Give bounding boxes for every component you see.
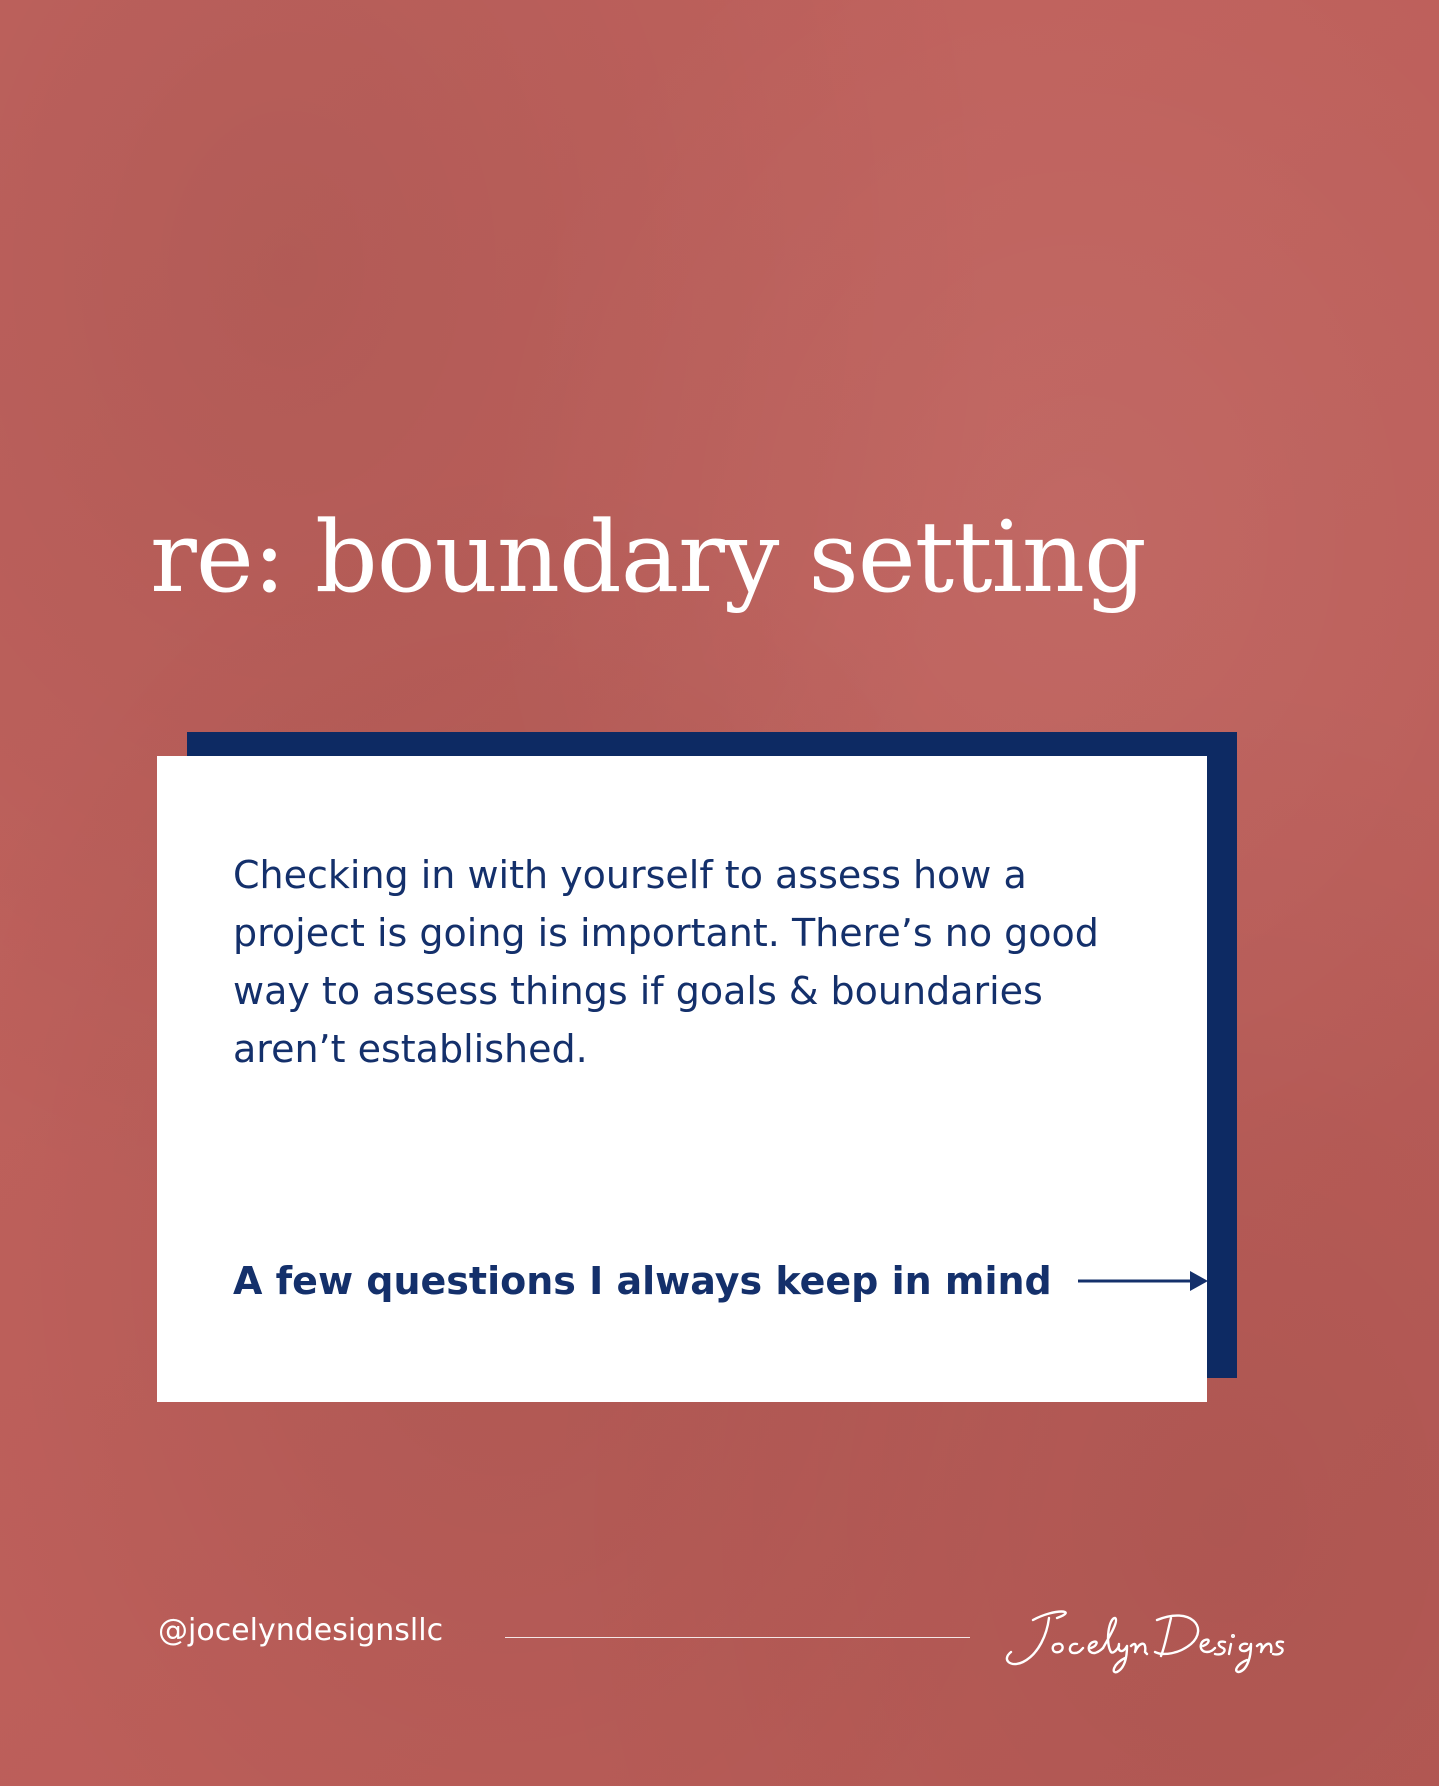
card-body-text: Checking in with yourself to assess how a project is going is important. There’s no good way to assess things if goals & boundaries aren’t established.	[233, 853, 1099, 1071]
arrow-right-icon	[1078, 1266, 1208, 1296]
footer-divider	[505, 1637, 970, 1638]
card-cta	[233, 1259, 1208, 1303]
social-handle: @jocelyndesignsllc	[158, 1613, 444, 1648]
card-cta-label: A few questions I always keep in mind	[233, 1259, 1052, 1303]
page-title: re: boundary setting	[150, 501, 1146, 615]
brand-signature-logo	[995, 1598, 1285, 1678]
